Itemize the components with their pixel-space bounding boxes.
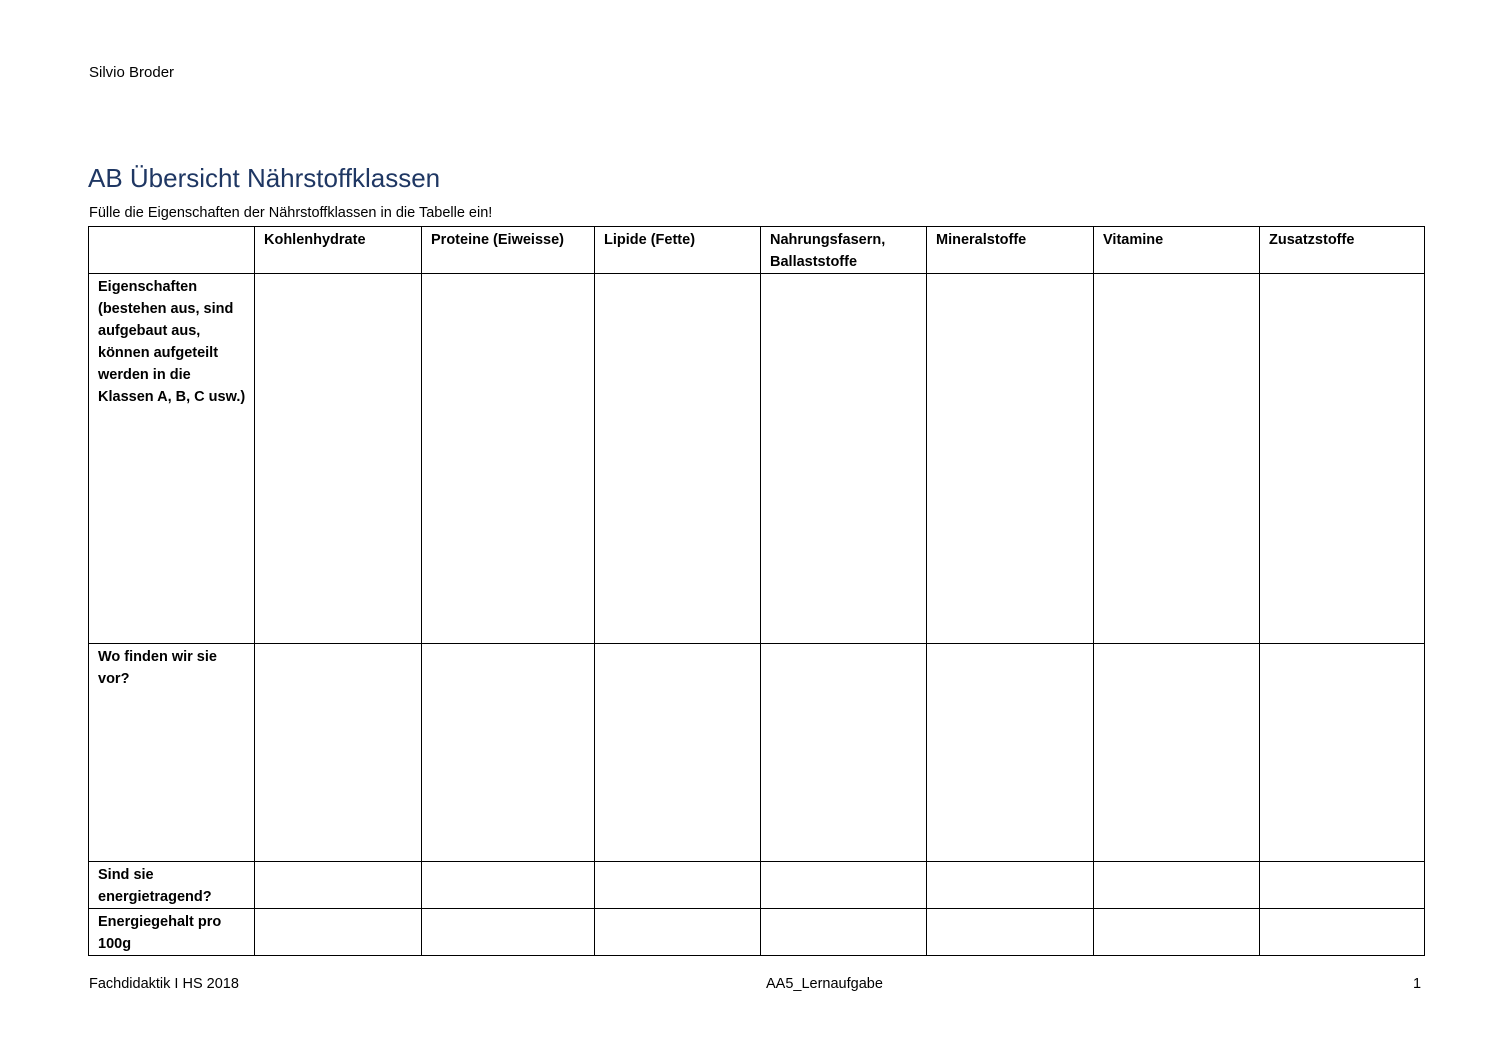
- answer-cell[interactable]: [927, 862, 1094, 909]
- answer-cell[interactable]: [761, 909, 927, 956]
- answer-cell[interactable]: [255, 644, 422, 862]
- answer-cell[interactable]: [927, 909, 1094, 956]
- instruction-text: Fülle die Eigenschaften der Nährstoffklassen in die Tabelle ein!: [89, 205, 493, 221]
- answer-cell[interactable]: [927, 644, 1094, 862]
- answer-cell[interactable]: [927, 274, 1094, 644]
- answer-cell[interactable]: [1094, 644, 1260, 862]
- answer-cell[interactable]: [761, 644, 927, 862]
- answer-cell[interactable]: [1260, 909, 1425, 956]
- answer-cell[interactable]: [1094, 862, 1260, 909]
- table-row: [89, 274, 1425, 644]
- table-header-row: [89, 227, 1425, 274]
- row-label-vorkommen: Wo finden wir sie vor?: [89, 644, 255, 862]
- header-cell-zusatzstoffe: Zusatzstoffe: [1260, 227, 1425, 274]
- header-cell-kohlenhydrate: Kohlenhydrate: [255, 227, 422, 274]
- answer-cell[interactable]: [1094, 909, 1260, 956]
- answer-cell[interactable]: [761, 862, 927, 909]
- answer-cell[interactable]: [422, 862, 595, 909]
- answer-cell[interactable]: [1260, 862, 1425, 909]
- answer-cell[interactable]: [595, 644, 761, 862]
- footer-document-name: AA5_Lernaufgabe: [766, 976, 883, 992]
- header-cell-empty: [89, 227, 255, 274]
- author-name: Silvio Broder: [89, 64, 175, 81]
- answer-cell[interactable]: [255, 274, 422, 644]
- answer-cell[interactable]: [255, 909, 422, 956]
- header-cell-lipide: Lipide (Fette): [595, 227, 761, 274]
- answer-cell[interactable]: [595, 909, 761, 956]
- nutrient-table: [88, 226, 1425, 956]
- header-cell-nahrungsfasern: Nahrungsfasern, Ballaststoffe: [761, 227, 927, 274]
- footer-course: Fachdidaktik I HS 2018: [89, 976, 239, 992]
- row-label-eigenschaften: Eigenschaften (bestehen aus, sind aufgebaut aus, können aufgeteilt werden in die Klassen A, B, C usw.): [89, 274, 255, 644]
- row-label-energietragend: Sind sie energietragend?: [89, 862, 255, 909]
- answer-cell[interactable]: [422, 274, 595, 644]
- row-label-energiegehalt: Energiegehalt pro 100g: [89, 909, 255, 956]
- answer-cell[interactable]: [761, 274, 927, 644]
- header-cell-vitamine: Vitamine: [1094, 227, 1260, 274]
- table-row: [89, 862, 1425, 909]
- answer-cell[interactable]: [1094, 274, 1260, 644]
- header-cell-mineralstoffe: Mineralstoffe: [927, 227, 1094, 274]
- page-title: AB Übersicht Nährstoffklassen: [88, 163, 441, 193]
- table-row: [89, 644, 1425, 862]
- table-row: [89, 909, 1425, 956]
- answer-cell[interactable]: [1260, 644, 1425, 862]
- answer-cell[interactable]: [422, 644, 595, 862]
- answer-cell[interactable]: [595, 274, 761, 644]
- footer-page-number: 1: [1413, 976, 1422, 992]
- header-cell-proteine: Proteine (Eiweisse): [422, 227, 595, 274]
- answer-cell[interactable]: [595, 862, 761, 909]
- answer-cell[interactable]: [1260, 274, 1425, 644]
- answer-cell[interactable]: [422, 909, 595, 956]
- answer-cell[interactable]: [255, 862, 422, 909]
